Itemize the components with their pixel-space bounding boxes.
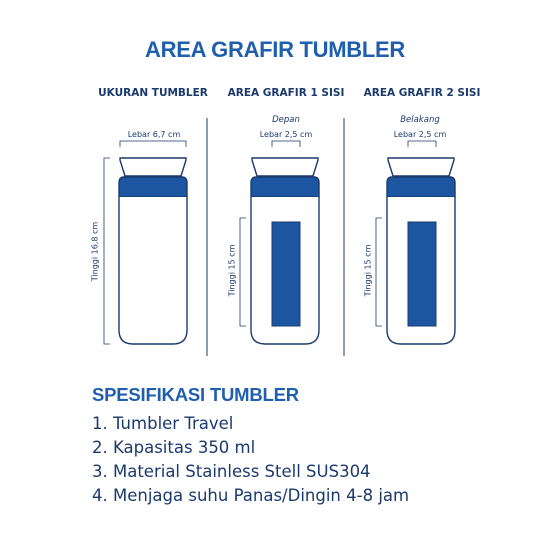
spec-item: 4. Menjaga suhu Panas/Dingin 4-8 jam bbox=[92, 486, 410, 505]
engraving-area-front bbox=[272, 222, 300, 326]
tumbler-body bbox=[119, 197, 187, 344]
tumbler-collar-band bbox=[387, 177, 455, 197]
tumbler-lid bbox=[388, 158, 454, 176]
tumbler-size-drawing bbox=[104, 141, 187, 344]
tumbler-lid bbox=[252, 158, 318, 176]
graphic-width-dimension-line bbox=[408, 141, 436, 147]
tumbler-2-sisi-drawing bbox=[376, 141, 455, 344]
height-dimension-line bbox=[104, 158, 110, 344]
tumbler-collar-band bbox=[251, 177, 319, 197]
spec-title: SPESIFIKASI TUMBLER bbox=[92, 384, 299, 405]
spec-item: 1. Tumbler Travel bbox=[92, 414, 234, 433]
spec-item: 2. Kapasitas 350 ml bbox=[92, 438, 256, 457]
tumbler-lid bbox=[120, 158, 186, 176]
graphic-height-dimension-line bbox=[376, 218, 382, 326]
height-label-2-sisi: Tinggi 15 cm bbox=[363, 244, 373, 297]
side-label-depan: Depan bbox=[272, 115, 300, 125]
page-title: AREA GRAFIR TUMBLER bbox=[145, 37, 405, 62]
column-heading-ukuran: UKURAN TUMBLER bbox=[98, 87, 208, 99]
width-label-tumbler: Lebar 6,7 cm bbox=[127, 130, 181, 139]
height-label-tumbler: Tinggi 16,8 cm bbox=[90, 221, 100, 282]
column-heading-1-sisi: AREA GRAFIR 1 SISI bbox=[227, 87, 345, 99]
width-label-1-sisi: Lebar 2,5 cm bbox=[259, 130, 313, 139]
side-label-belakang: Belakang bbox=[400, 115, 440, 125]
spec-list bbox=[92, 412, 409, 508]
graphic-height-dimension-line bbox=[240, 218, 246, 326]
engraving-area-back bbox=[408, 222, 436, 326]
width-dimension-line bbox=[120, 141, 186, 147]
graphic-width-dimension-line bbox=[272, 141, 300, 147]
column-heading-2-sisi: AREA GRAFIR 2 SISI bbox=[363, 87, 481, 99]
width-label-2-sisi: Lebar 2,5 cm bbox=[393, 130, 447, 139]
spec-item: 3. Material Stainless Stell SUS304 bbox=[92, 462, 371, 481]
tumbler-collar-band bbox=[119, 177, 187, 197]
tumbler-1-sisi-drawing bbox=[240, 141, 319, 344]
height-label-1-sisi: Tinggi 15 cm bbox=[227, 244, 237, 297]
